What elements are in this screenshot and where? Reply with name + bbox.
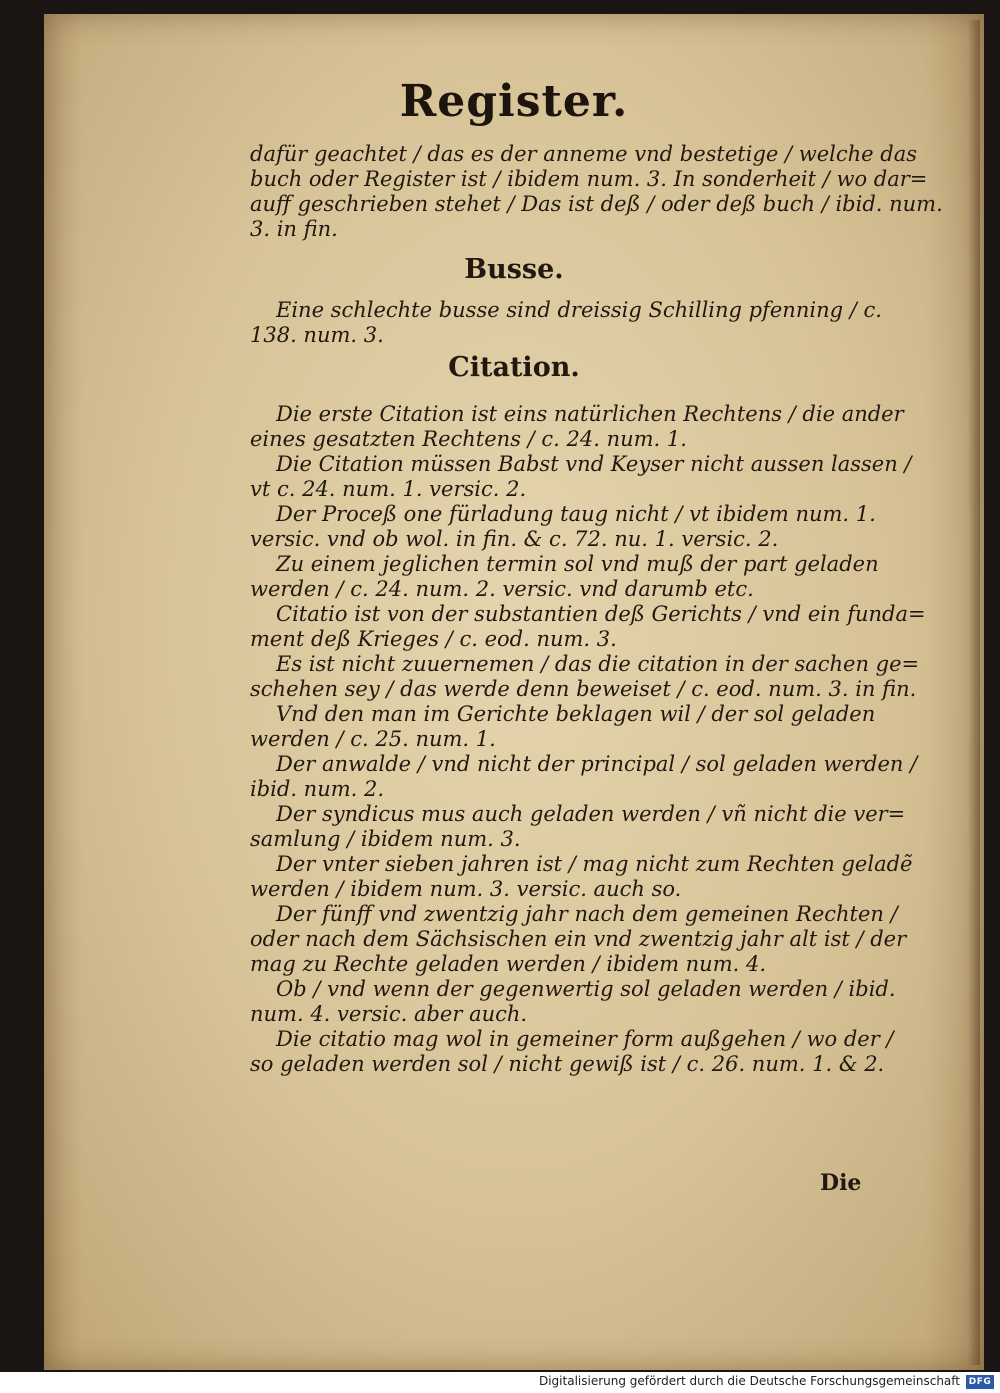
text-line: werden / c. 24. num. 2. versic. vnd darumb etc. [250, 577, 754, 601]
text-line: so geladen werden sol / nicht gewiß ist / c. 26. num. 1. & 2. [250, 1052, 885, 1076]
book-page [44, 14, 984, 1370]
text-line: Vnd den man im Gerichte beklagen wil / der sol geladen [276, 702, 876, 726]
text-line: eines gesatzten Rechtens / c. 24. num. 1. [250, 427, 687, 451]
text-line: Der vnter sieben jahren ist / mag nicht zum Rechten geladẽ [276, 852, 913, 876]
text-line: num. 4. versic. aber auch. [250, 1002, 528, 1026]
text-line: Die Citation müssen Babst vnd Keyser nicht aussen lassen / [276, 452, 912, 476]
text-line: ment deß Krieges / c. eod. num. 3. [250, 627, 617, 651]
text-line: mag zu Rechte geladen werden / ibidem num. 4. [250, 952, 767, 976]
text-line: auff geschrieben stehet / Das ist deß / oder deß buch / ibid. num. [250, 192, 943, 216]
text-line: dafür geachtet / das es der anneme vnd bestetige / welche das [250, 142, 917, 166]
text-line: Der syndicus mus auch geladen werden / vñ nicht die ver= [276, 802, 906, 826]
funding-credit: Digitalisierung gefördert durch die Deutsche Forschungsgemeinschaft [538, 1374, 960, 1388]
text-line: Der fünff vnd zwentzig jahr nach dem gemeinen Rechten / [276, 902, 898, 926]
text-line: werden / ibidem num. 3. versic. auch so. [250, 877, 682, 901]
catchword: Die [820, 1170, 862, 1196]
text-line: Ob / vnd wenn der gegenwertig sol geladen werden / ibid. [276, 977, 896, 1001]
page-edge-shadow [968, 20, 980, 1365]
text-line: 3. in fin. [250, 217, 338, 241]
section-heading-citation: Citation. [448, 352, 580, 383]
text-line: Citatio ist von der substantien deß Gerichts / vnd ein funda= [276, 602, 926, 626]
section-heading-busse: Busse. [464, 254, 564, 285]
text-line: Der anwalde / vnd nicht der principal / sol geladen werden / [276, 752, 918, 776]
text-line: ibid. num. 2. [250, 777, 385, 801]
text-line: vt c. 24. num. 1. versic. 2. [250, 477, 527, 501]
text-line: buch oder Register ist / ibidem num. 3. In sonderheit / wo dar= [250, 167, 928, 191]
text-line: Es ist nicht zuuernemen / das die citation in der sachen ge= [276, 652, 920, 676]
running-title: Register. [399, 76, 629, 127]
text-line: Die citatio mag wol in gemeiner form außgehen / wo der / [276, 1027, 894, 1051]
busse-entry [250, 298, 940, 348]
intro-paragraph [250, 142, 943, 242]
text-line: Die erste Citation ist eins natürlichen Rechtens / die ander [276, 402, 904, 426]
citation-entries [250, 402, 940, 1077]
text-line: schehen sey / das werde denn beweiset / c. eod. num. 3. in fin. [250, 677, 917, 701]
text-line: oder nach dem Sächsischen ein vnd zwentzig jahr alt ist / der [250, 927, 907, 951]
text-line: versic. vnd ob wol. in fin. & c. 72. nu. 1. versic. 2. [250, 527, 779, 551]
text-line: Eine schlechte busse sind dreissig Schilling pfenning / c. [276, 298, 882, 322]
text-line: werden / c. 25. num. 1. [250, 727, 496, 751]
text-line: 138. num. 3. [250, 323, 384, 347]
text-line: Der Proceß one fürladung taug nicht / vt ibidem num. 1. [276, 502, 876, 526]
footer-bar [0, 1372, 1000, 1393]
text-line: samlung / ibidem num. 3. [250, 827, 521, 851]
text-line: Zu einem jeglichen termin sol vnd muß der part geladen [276, 552, 879, 576]
dfg-logo-icon: DFG [966, 1375, 994, 1389]
